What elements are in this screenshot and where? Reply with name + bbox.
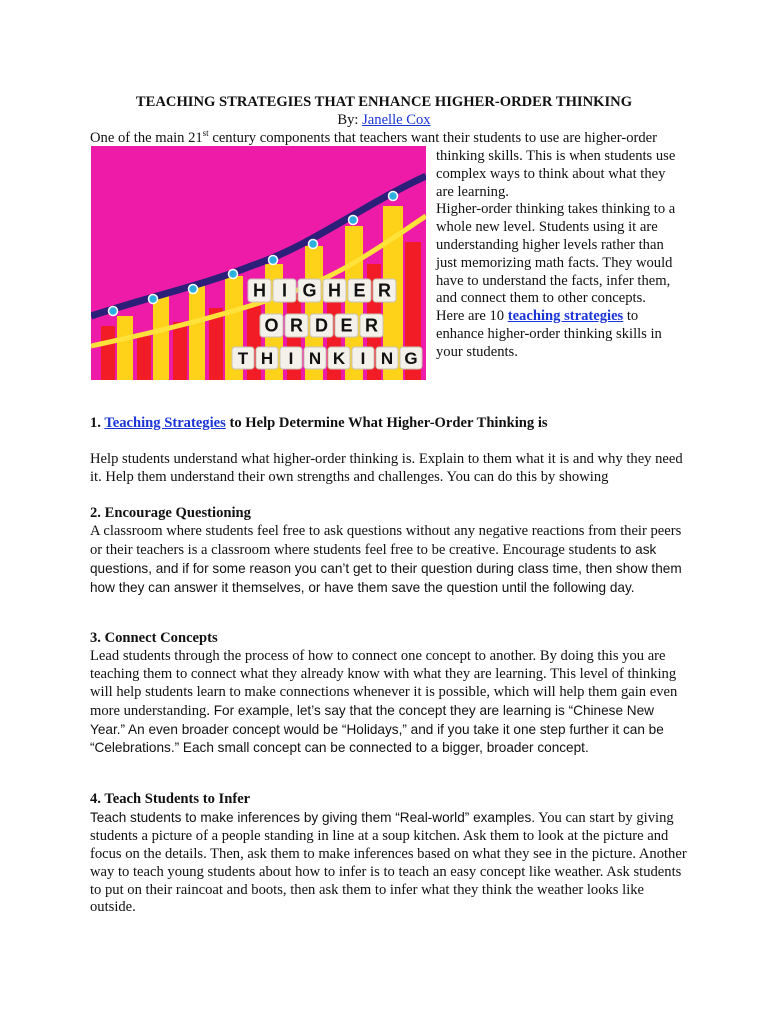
author-link[interactable]: Janelle Cox (362, 112, 431, 128)
byline-prefix: By: (337, 112, 363, 128)
section-1-heading: 1. Teaching Strategies to Help Determine What Higher-Order Thinking is (90, 415, 548, 431)
intro-continued: thinking skills. This is when students use complex ways to think about what they are learning. (436, 148, 676, 200)
byline (0, 112, 768, 129)
ordinal-suffix: st (202, 128, 209, 139)
letter-tile-glyph: H (253, 280, 266, 301)
letter-tile-glyph: N (308, 348, 322, 368)
letter-tile-glyph: E (353, 280, 366, 301)
section-1 (90, 415, 690, 433)
letter-tile-glyph: R (290, 315, 303, 336)
section-1-heading-link[interactable]: Teaching Strategies (104, 415, 226, 431)
letter-tile-glyph: G (404, 348, 418, 368)
letter-tile-glyph: H (260, 348, 274, 368)
section-4 (90, 791, 690, 917)
letter-tile-glyph: R (378, 280, 391, 301)
letter-tile-glyph: O (264, 315, 279, 336)
section-3-heading: 3. Connect Concepts (90, 630, 218, 646)
letter-tile-glyph: E (340, 315, 353, 336)
letter-tile-glyph: T (237, 348, 249, 368)
letter-tile-glyph: D (315, 315, 328, 336)
letter-tile-glyph: G (302, 280, 317, 301)
section-3 (90, 630, 690, 758)
letter-tile-glyph: K (332, 348, 346, 368)
letter-tile-glyph: I (288, 348, 294, 368)
intro-paragraph-3: Here are 10 teaching strategies to enhance higher-order thinking skills in your students. (436, 308, 662, 360)
letter-tile-glyph: I (281, 280, 288, 301)
letter-tile-glyph: H (328, 280, 341, 301)
section-2 (90, 505, 690, 598)
section-2-heading: 2. Encourage Questioning (90, 505, 251, 521)
section-2-body: A classroom where students feel free to ask questions without any negative reactions from their peers or their teachers is a classroom where students feel free to be creative. Encourage students to ask questions, and if for some reason you can’t get to their question during class time, then show them how they can answer it themselves, or have them save the question until the following day. (90, 522, 682, 595)
intro-first-line: One of the main 21st century components that teachers want their students to use are higher-order (90, 128, 657, 146)
document-title: TEACHING STRATEGIES THAT ENHANCE HIGHER-ORDER THINKING (135, 94, 633, 110)
teaching-strategies-link[interactable]: teaching strategies (507, 308, 624, 325)
section-4-body: Teach students to make inferences by giving them “Real-world” examples. You can start by giving students a picture of a people standing in line at a soup kitchen. Ask them to look at the picture and focus on the details. Then, ask them to make inferences based on what they see in the picture. Another way to teach young students about how to infer is to teach an easy concept like weather. Ask students to put on their raincoat and boots, then ask them to infer what they think the weather looks like outside. (90, 809, 687, 916)
section-1-body: Help students understand what higher-order thinking is. Explain to them what it is and why they need it. Help them understand their own strengths and challenges. You can do this by showing (90, 451, 683, 485)
letter-tile-glyph: R (365, 315, 378, 336)
section-4-heading: 4. Teach Students to Infer (90, 791, 251, 807)
letter-tile-glyph: N (380, 348, 394, 368)
intro-side-text (436, 148, 686, 362)
section-3-body: Lead students through the process of how to connect one concept to another. By doing this you are teaching them to connect what they already know with what they are learning. This level of thinking will help students learn to make connections whenever it is possible, which will help them gain even more understanding. For example, let’s say that the concept they are learning is “Chinese New Year.” An even broader concept would be “Holidays,” and if you take it one step further it can be “Celebrations.” Each small concept can be connected to a bigger, broader concept. (90, 647, 678, 756)
higher-order-thinking-image (91, 146, 426, 380)
letter-tile-glyph: I (360, 348, 366, 368)
intro-paragraph-2: Higher-order thinking takes thinking to a whole new level. Students using it are understanding higher levels rather than just memorizing math facts. They would have to understand the facts, infer them, and connect them to other concepts. (436, 201, 676, 307)
